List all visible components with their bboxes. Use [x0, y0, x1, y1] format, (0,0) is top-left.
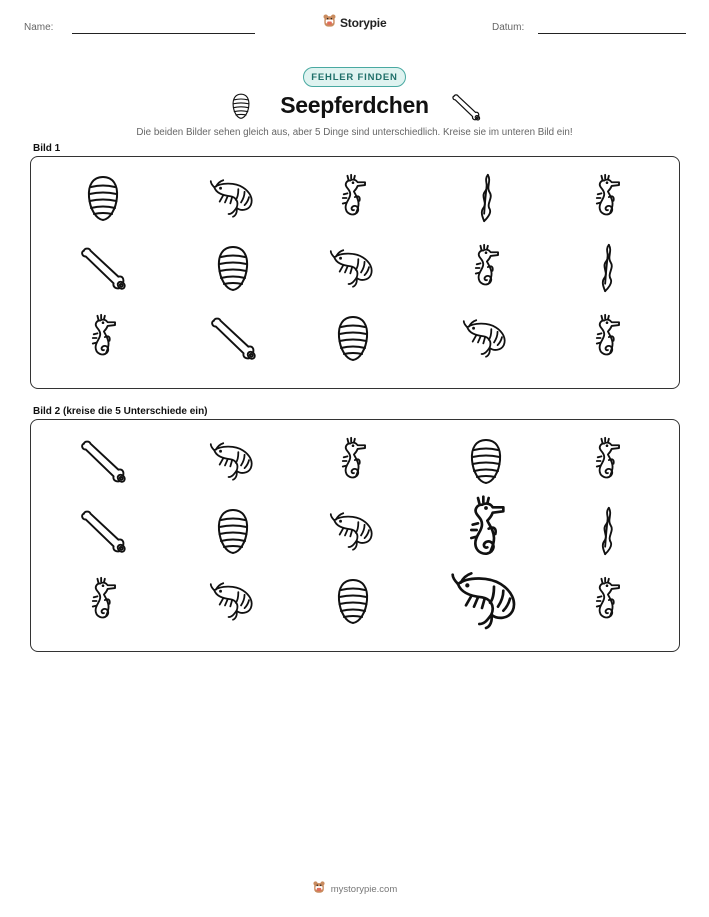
shrimp-icon — [209, 173, 257, 223]
shrimp-icon[interactable] — [209, 576, 257, 626]
date-field-line[interactable] — [538, 33, 686, 34]
shrimp-icon[interactable] — [209, 436, 257, 486]
picture-2-panel[interactable] — [30, 419, 680, 652]
shrimp-icon — [462, 313, 510, 363]
seahorse-icon — [462, 243, 510, 293]
name-label: Name: — [24, 22, 54, 33]
storypie-bear-icon — [312, 880, 326, 899]
seaweed-icon[interactable] — [583, 506, 631, 556]
seahorse-icon — [79, 313, 127, 363]
bone-icon — [209, 313, 257, 363]
shell-icon — [329, 313, 377, 363]
bone-icon[interactable] — [79, 506, 127, 556]
seahorse-icon[interactable] — [583, 576, 631, 626]
seaweed-icon — [583, 243, 631, 293]
shell-icon — [79, 173, 127, 223]
seahorse-icon[interactable] — [329, 436, 377, 486]
page-title: Seepferdchen — [280, 92, 429, 118]
seahorse-icon — [583, 313, 631, 363]
shrimp-icon[interactable] — [450, 564, 522, 636]
picture-2-label: Bild 2 (kreise die 5 Unterschiede ein) — [33, 406, 208, 417]
category-badge: FEHLER FINDEN — [303, 67, 406, 87]
bone-icon — [450, 92, 482, 122]
shell-icon[interactable] — [329, 576, 377, 626]
seahorse-icon[interactable] — [583, 436, 631, 486]
date-label: Datum: — [492, 22, 525, 33]
shrimp-icon[interactable] — [329, 506, 377, 556]
shell-icon[interactable] — [209, 506, 257, 556]
seahorse-icon — [583, 173, 631, 223]
footer-url[interactable]: mystorypie.com — [330, 884, 398, 895]
shrimp-icon — [329, 243, 377, 293]
brand-name: Storypie — [340, 16, 387, 30]
footer — [0, 880, 709, 899]
picture-1-panel — [30, 156, 680, 389]
seahorse-icon — [329, 173, 377, 223]
seahorse-icon[interactable] — [79, 576, 127, 626]
picture-1-label: Bild 1 — [33, 143, 61, 154]
storypie-bear-icon — [322, 13, 337, 33]
shell-icon — [209, 243, 257, 293]
bone-icon[interactable] — [79, 436, 127, 486]
seaweed-icon — [462, 173, 510, 223]
shell-icon[interactable] — [462, 436, 510, 486]
name-field-line[interactable] — [72, 33, 255, 34]
brand-logo — [322, 13, 386, 33]
instructions-text: Die beiden Bilder sehen gleich aus, aber 5 Dinge sind unterschiedlich. Kreise sie im unteren Bild ein! — [136, 127, 573, 138]
bone-icon — [79, 243, 127, 293]
seahorse-icon[interactable] — [450, 494, 522, 566]
